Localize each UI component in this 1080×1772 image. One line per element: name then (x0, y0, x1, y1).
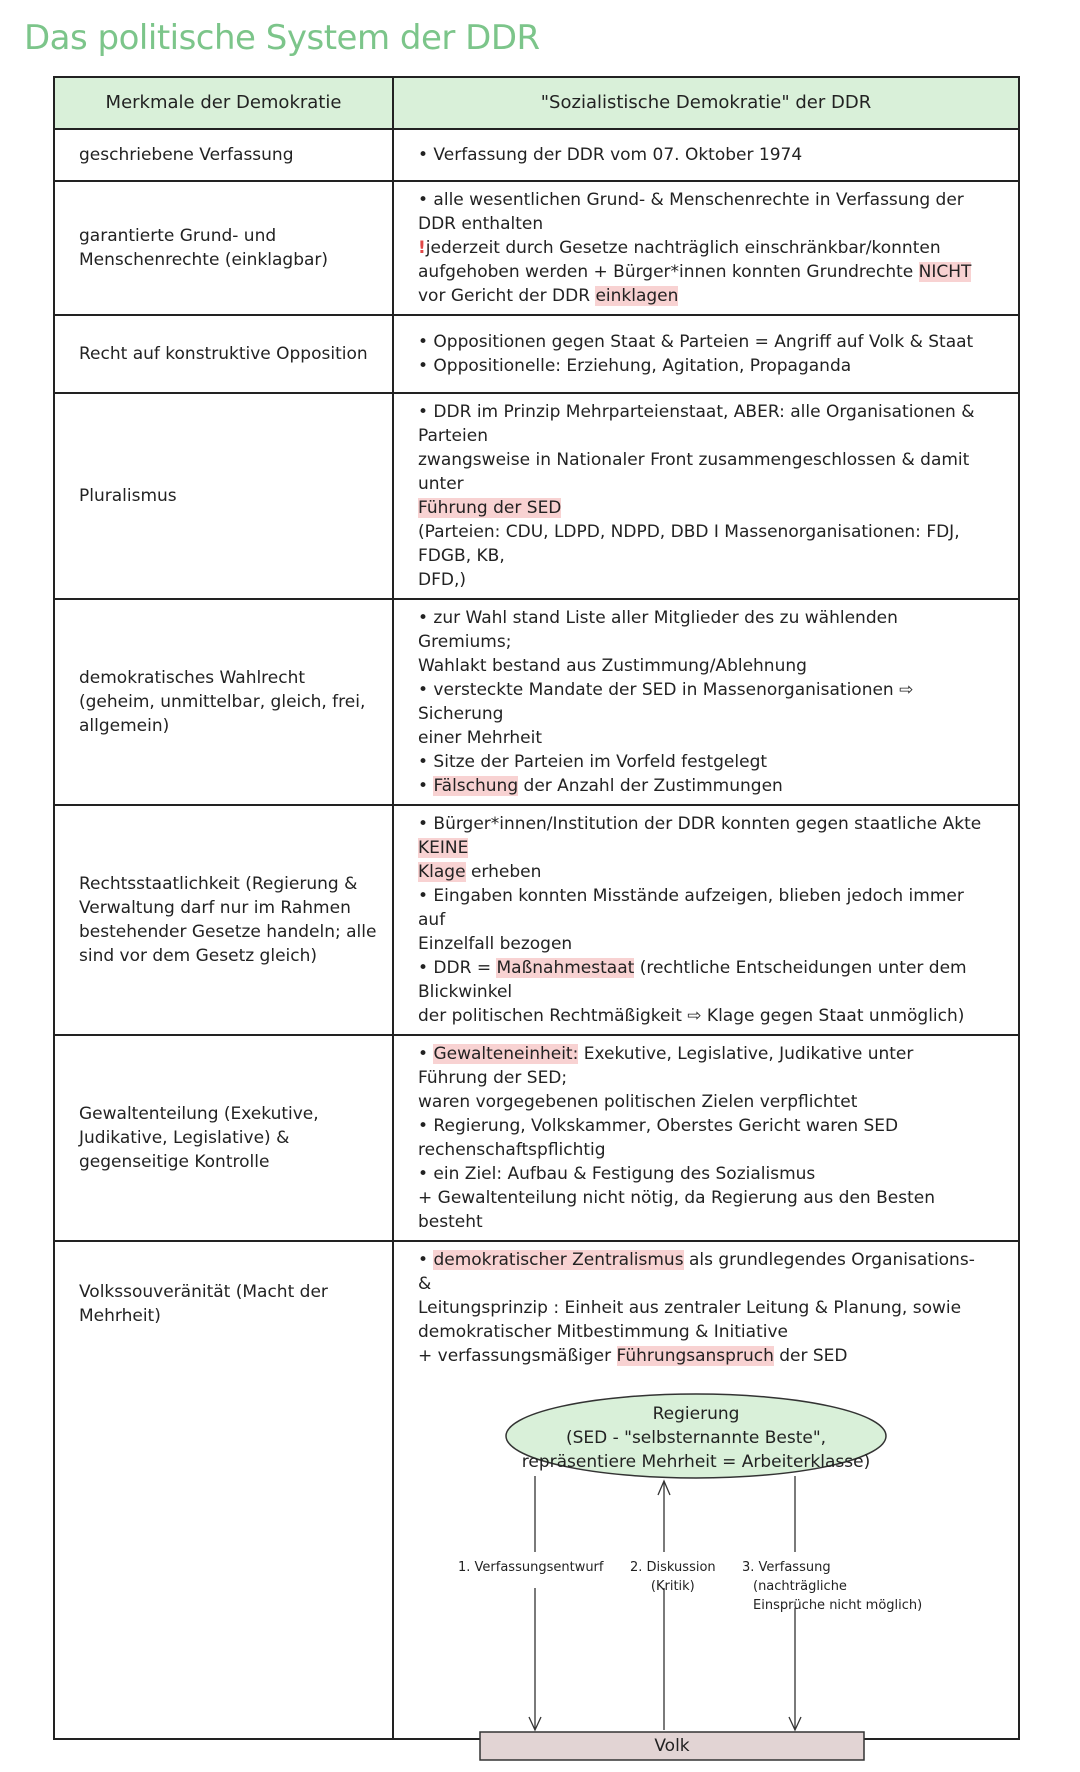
table-row (54, 181, 1019, 315)
ddr-description (393, 599, 1019, 805)
table-header-row (54, 77, 1019, 129)
ddr-description (393, 1035, 1019, 1241)
text-line: + Gewaltenteilung nicht nötig, da Regierung aus den Besten besteht (418, 1188, 935, 1232)
criterion: Volkssouveränität (Macht der Mehrheit) (54, 1241, 393, 1739)
volk-label: Volk (654, 1736, 690, 1756)
highlight: demokratischer Zentralismus (433, 1250, 684, 1270)
criterion: geschriebene Verfassung (54, 129, 393, 181)
step-2-label: 2. Diskussion (Kritik) (630, 1560, 716, 1594)
text-line: • DDR im Prinzip Mehrparteienstaat, ABER: alle Organisationen & Parteien (418, 402, 975, 446)
step-1-label: 1. Verfassungsentwurf (458, 1560, 604, 1575)
highlight: Führungsanspruch (616, 1346, 774, 1366)
header-left: Merkmale der Demokratie (54, 77, 393, 129)
table-row (54, 805, 1019, 1035)
text-line: Einzelfall bezogen (418, 934, 573, 954)
text-line: • versteckte Mandate der SED in Massenorganisationen ⇨ Sicherung (418, 680, 914, 724)
ddr-description (393, 1241, 1019, 1756)
text-line: • DDR = Maßnahmestaat (rechtliche Entscheidungen unter dem Blickwinkel (418, 958, 967, 1002)
highlight: Maßnahmestaat (496, 958, 635, 978)
text-line: + verfassungsmäßiger Führungsanspruch der SED (418, 1346, 848, 1366)
text-line: • zur Wahl stand Liste aller Mitglieder des zu wählenden Gremiums; (418, 608, 898, 652)
text-line: • Oppositionelle: Erziehung, Agitation, Propaganda (418, 356, 852, 376)
text-line: zwangsweise in Nationaler Front zusammengeschlossen & damit unter (418, 450, 970, 494)
exclamation-icon: ! (418, 238, 426, 258)
power-diagram (418, 1392, 988, 1756)
comparison-table (53, 76, 1020, 1756)
text-line: waren vorgegebenen politischen Zielen verpflichtet (418, 1092, 858, 1112)
text-line: vor Gericht der DDR einklagen (418, 286, 679, 306)
highlight: Fälschung (433, 776, 519, 796)
table-row (54, 599, 1019, 805)
step-3-label: 3. Verfassung (nachträgliche Einsprüche nicht möglich) (742, 1560, 923, 1613)
text-line: einer Mehrheit (418, 728, 543, 748)
text-line: • Regierung, Volkskammer, Oberstes Gericht waren SED (418, 1116, 899, 1136)
text-line (418, 496, 988, 520)
text-line: DFD,) (418, 570, 466, 590)
table-row (54, 315, 1019, 393)
highlight: Gewalteneinheit: (433, 1044, 579, 1064)
text-line: • Eingaben konnten Misstände aufzeigen, blieben jedoch immer auf (418, 886, 964, 930)
criterion: demokratisches Wahlrecht (geheim, unmittelbar, gleich, frei, allgemein) (54, 599, 393, 805)
text-line: • Fälschung der Anzahl der Zustimmungen (418, 776, 783, 796)
text-line: • Sitze der Parteien im Vorfeld festgelegt (418, 752, 768, 772)
text-line: • Oppositionen gegen Staat & Parteien = Angriff auf Volk & Staat (418, 332, 974, 352)
ddr-description (393, 805, 1019, 1035)
highlight: Führung der SED (418, 498, 562, 518)
text-line: DDR enthalten (418, 214, 544, 234)
text-line: Klage erheben (418, 862, 542, 882)
ddr-description (393, 315, 1019, 393)
page-title: Das politische System der DDR (24, 18, 540, 58)
table-row (54, 1241, 1019, 1739)
ddr-description: • Verfassung der DDR vom 07. Oktober 1974 (393, 129, 1019, 181)
criterion: Recht auf konstruktive Opposition (54, 315, 393, 393)
ddr-description (393, 181, 1019, 315)
text-line: der politischen Rechtmäßigkeit ⇨ Klage gegen Staat unmöglich) (418, 1006, 965, 1026)
text-line: (Parteien: CDU, LDPD, NDPD, DBD I Massenorganisationen: FDJ, FDGB, KB, (418, 522, 960, 566)
text-line: • Gewalteneinheit: Exekutive, Legislative, Judikative unter Führung der SED; (418, 1044, 914, 1088)
header-right: "Sozialistische Demokratie" der DDR (393, 77, 1019, 129)
criterion: Pluralismus (54, 393, 393, 599)
highlight: KEINE (418, 838, 469, 858)
government-label: Regierung (SED - "selbsternannte Beste", repräsentiere Mehrheit = Arbeiterklasse) (521, 1404, 871, 1472)
text-line: Leitungsprinzip : Einheit aus zentraler Leitung & Planung, sowie (418, 1298, 962, 1318)
text-line: • ein Ziel: Aufbau & Festigung des Sozialismus (418, 1164, 816, 1184)
table-row (54, 1035, 1019, 1241)
text-line: Wahlakt bestand aus Zustimmung/Ablehnung (418, 656, 807, 676)
ddr-description (393, 393, 1019, 599)
criterion: Rechtsstaatlichkeit (Regierung & Verwaltung darf nur im Rahmen bestehender Gesetze handeln; alle sind vor dem Gesetz gleich) (54, 805, 393, 1035)
criterion: Gewaltenteilung (Exekutive, Judikative, Legislative) & gegenseitige Kontrolle (54, 1035, 393, 1241)
table-row (54, 129, 1019, 181)
text-line: !jederzeit durch Gesetze nachträglich einschränkbar/konnten (418, 238, 941, 258)
text-line: • demokratischer Zentralismus als grundlegendes Organisations- & (418, 1250, 975, 1294)
highlight: NICHT (918, 262, 972, 282)
table-row (54, 393, 1019, 599)
highlight: einklagen (595, 286, 679, 306)
text-line: rechenschaftspflichtig (418, 1140, 606, 1160)
text-line: demokratischer Mitbestimmung & Initiative (418, 1322, 788, 1342)
highlight: Klage (418, 862, 466, 882)
text-line: • Bürger*innen/Institution der DDR konnten gegen staatliche Akte KEINE (418, 814, 982, 858)
text-line: aufgehoben werden + Bürger*innen konnten Grundrechte NICHT (418, 262, 972, 282)
text-line: • alle wesentlichen Grund- & Menschenrechte in Verfassung der (418, 190, 964, 210)
criterion: garantierte Grund- und Menschenrechte (einklagbar) (54, 181, 393, 315)
